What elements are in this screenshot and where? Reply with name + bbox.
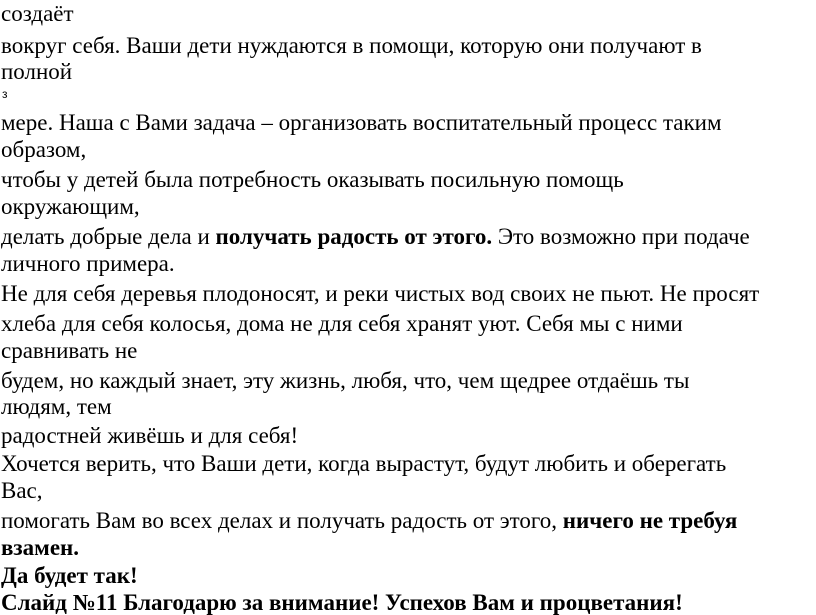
- text-line: Хочется верить, что Ваши дети, когда вырастут, будут любить и оберегать: [1, 451, 727, 476]
- page-number-marker: з: [2, 87, 8, 101]
- bold-text-line: [1, 536, 79, 560]
- text-run: Это возможно при подаче: [492, 224, 750, 249]
- bold-text-run: ничего не требуя: [562, 508, 738, 533]
- text-line: образом,: [1, 137, 87, 162]
- text-line: Вас,: [1, 478, 43, 503]
- bold-text-line: [1, 564, 138, 588]
- text-line-mixed: [1, 225, 750, 249]
- text-line: радостней живёшь и для себя!: [1, 423, 299, 448]
- bold-text-run: Да будет так!: [1, 563, 138, 588]
- text-line: создаёт: [1, 1, 74, 26]
- text-line: сравнивать не: [1, 338, 138, 363]
- bold-text-run: Слайд №11 Благодарю за внимание! Успехов Вам и процветания!: [1, 590, 683, 615]
- text-run: помогать Вам во всех делах и получать радость от этого,: [1, 508, 563, 533]
- text-run: делать добрые дела и: [1, 224, 216, 249]
- text-line: мере. Наша с Вами задача – организовать воспитательный процесс таким: [1, 110, 722, 135]
- text-line: людям, тем: [1, 394, 112, 419]
- bold-text-run: взамен.: [1, 535, 80, 560]
- bold-text-run: получать радость от этого.: [215, 224, 493, 249]
- text-line: окружающим,: [1, 194, 140, 219]
- text-line: чтобы у детей была потребность оказывать посильную помощь: [1, 167, 624, 192]
- text-line: полной: [1, 59, 73, 84]
- text-line: хлеба для себя колосья, дома не для себя хранят уют. Себя мы с ними: [1, 311, 683, 336]
- slide-footer-line: [1, 591, 683, 615]
- text-line: будем, но каждый знает, эту жизнь, любя, что, чем щедрее отдаёшь ты: [1, 368, 690, 393]
- text-line: личного примера.: [1, 251, 175, 276]
- text-line: Не для себя деревья плодоносят, и реки чистых вод своих не пьют. Не просят: [1, 281, 760, 306]
- text-line-mixed: [1, 509, 737, 533]
- text-line: вокруг себя. Ваши дети нуждаются в помощи, которую они получают в: [1, 33, 702, 58]
